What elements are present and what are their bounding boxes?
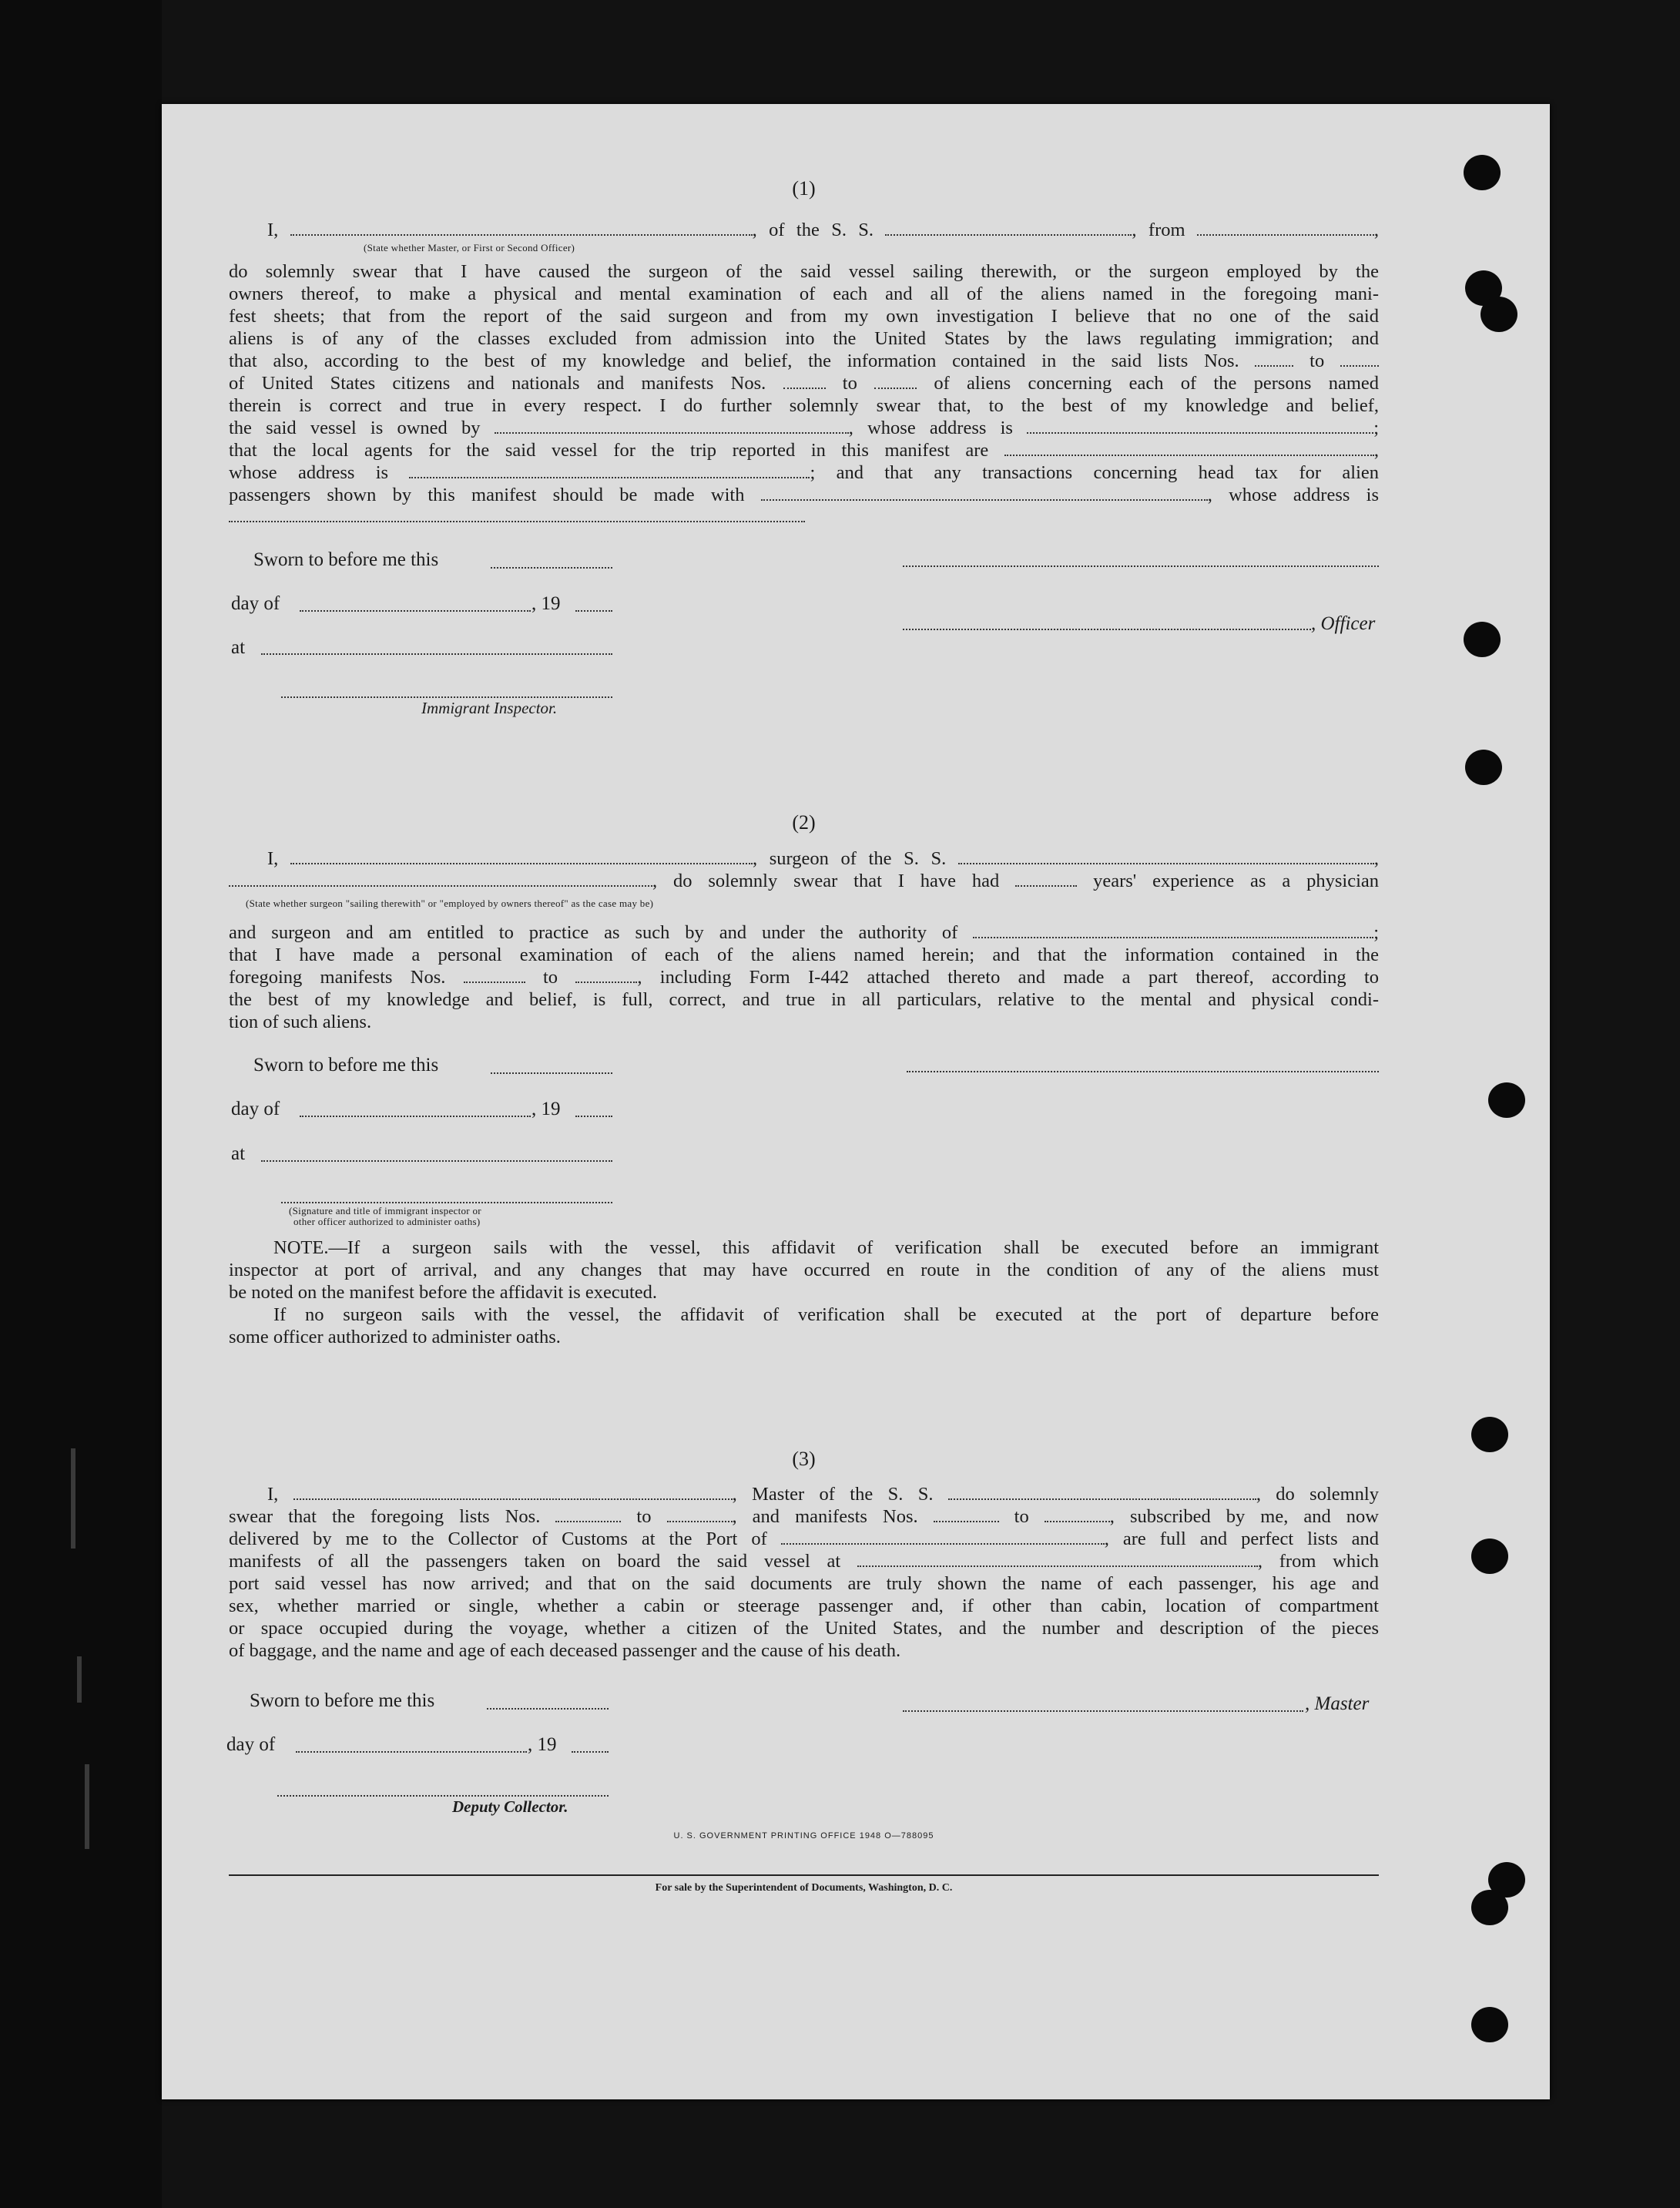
sworn-date-field-2[interactable]	[491, 1072, 612, 1074]
fill-in-field[interactable]	[958, 849, 1374, 864]
note-line: inspector at port of arrival, and any changes that may have occurred en route in the condition of any of the aliens must	[229, 1260, 1379, 1280]
text-line	[229, 484, 1379, 506]
fill-in-field[interactable]	[555, 1507, 621, 1522]
line-text: that the local agents for the said vessel for the trip reported in this manifest are	[229, 440, 1004, 461]
line-text: years' experience as a physician	[1077, 871, 1380, 891]
year-label-1: , 19	[531, 593, 561, 614]
authorized-officer-signature-field[interactable]	[281, 1201, 612, 1203]
punch-hole	[1471, 2007, 1508, 2042]
fill-in-field[interactable]	[1197, 220, 1374, 236]
surgeon-signature-field[interactable]	[907, 1070, 1379, 1072]
line-text: to	[525, 967, 576, 988]
line-text: and surgeon and am entitled to practice as such by and under the authority of	[229, 922, 974, 943]
text-line	[267, 847, 1379, 870]
master-label: , Master	[1305, 1693, 1370, 1714]
collector-signature-field[interactable]	[277, 1794, 609, 1797]
text-line	[229, 305, 1379, 327]
text-line	[229, 1595, 1379, 1617]
line-text: passengers shown by this manifest should be made with	[229, 485, 761, 505]
at-label-1: at	[231, 637, 246, 658]
line-text: aliens is of any of the classes excluded from admission into the United States by the laws regulating immigration; and	[229, 328, 1379, 349]
punch-hole	[1471, 1417, 1508, 1452]
text-line	[229, 944, 1379, 966]
fill-in-field[interactable]	[1015, 871, 1077, 887]
punch-hole	[1464, 155, 1501, 190]
line-text: ,	[1373, 440, 1379, 461]
line-text: I,	[267, 848, 290, 869]
fill-in-field[interactable]	[464, 968, 525, 983]
line-text: owners thereof, to make a physical and mental examination of each and all of the aliens named in the foregoing mani-	[229, 284, 1379, 304]
note-line: some officer authorized to administer oaths.	[229, 1327, 561, 1347]
line-text: ; and that any transactions concerning head tax for alien	[810, 462, 1379, 483]
section-3-number: (3)	[792, 1448, 816, 1470]
text-line	[229, 461, 1379, 484]
line-text: , do solemnly	[1256, 1484, 1379, 1505]
text-line	[267, 1483, 1379, 1505]
sworn-date-field-1[interactable]	[491, 566, 612, 569]
scanner-border	[0, 0, 162, 2208]
fill-in-field[interactable]	[290, 220, 753, 236]
line-text: , are full and perfect lists and	[1104, 1528, 1379, 1549]
line-text: of aliens concerning each of the persons named	[917, 373, 1380, 394]
line-text: do solemnly swear that I have caused the surgeon of the said vessel sailing therewith, or the surgeon employed by the	[229, 261, 1379, 282]
fill-in-field[interactable]	[934, 1507, 999, 1522]
text-line	[229, 417, 1379, 439]
sig-caption-1: (Signature and title of immigrant inspector or	[289, 1205, 481, 1216]
line-text: ,	[1373, 848, 1379, 869]
fill-in-field[interactable]	[229, 871, 652, 887]
fill-in-field[interactable]	[1027, 418, 1373, 434]
text-line	[229, 1639, 1379, 1662]
fill-in-field[interactable]	[1004, 441, 1374, 456]
year-field-1[interactable]	[575, 609, 612, 612]
sworn-label-1: Sworn to before me this	[253, 549, 439, 570]
fill-in-field[interactable]	[495, 418, 849, 434]
scan-streak	[85, 1764, 89, 1849]
note-line: be noted on the manifest before the affidavit is executed.	[229, 1282, 658, 1303]
at-field-1[interactable]	[261, 653, 612, 655]
sig-caption-2: other officer authorized to administer oaths)	[293, 1216, 481, 1227]
line-text: manifests of all the passengers taken on board the said vessel at	[229, 1551, 857, 1572]
line-text: fest sheets; that from the report of the said surgeon and from my own investigation I believe that no one of the said	[229, 306, 1379, 327]
line-text: of baggage, and the name and age of each deceased passenger and the cause of his death.	[229, 1640, 901, 1661]
at-field-2[interactable]	[261, 1159, 612, 1162]
line-text: delivered by me to the Collector of Customs at the Port of	[229, 1528, 781, 1549]
line-text: swear that the foregoing lists Nos.	[229, 1506, 556, 1527]
punch-hole	[1480, 297, 1517, 332]
line-text: port said vessel has now arrived; and that on the said documents are truly shown the name of each passenger, his age and	[229, 1573, 1379, 1594]
scan-streak	[71, 1448, 75, 1549]
line-text: , of the S. S.	[752, 220, 886, 240]
address-continuation-field[interactable]	[229, 520, 805, 522]
text-line	[229, 870, 1379, 892]
line-text: to	[1293, 351, 1340, 371]
officer-signature-field-1[interactable]	[903, 565, 1379, 567]
collector-label: Deputy Collector.	[452, 1797, 568, 1816]
text-line	[229, 1528, 1379, 1550]
line-text: , including Form I-442 attached thereto and made a part thereof, according to	[637, 967, 1380, 988]
day-of-field-1[interactable]	[300, 609, 531, 612]
line-text: tion of such aliens.	[229, 1012, 372, 1032]
sworn-label-3: Sworn to before me this	[250, 1690, 435, 1711]
footer-text: For sale by the Superintendent of Documents, Washington, D. C.	[655, 1882, 953, 1894]
line-text: that also, according to the best of my knowledge and belief, the information contained in the said lists Nos.	[229, 351, 1256, 371]
text-line	[229, 260, 1379, 283]
sworn-date-field-3[interactable]	[487, 1707, 609, 1710]
punch-hole	[1471, 1539, 1508, 1574]
fill-in-field[interactable]	[874, 374, 917, 389]
section-1-number: (1)	[792, 177, 816, 200]
year-label-3: , 19	[528, 1734, 557, 1755]
text-line	[229, 327, 1379, 350]
text-line	[229, 1505, 1379, 1528]
year-label-2: , 19	[531, 1099, 561, 1119]
line-text: ,	[1373, 220, 1380, 240]
affidavit-page	[162, 104, 1550, 2099]
day-of-label-2: day of	[231, 1099, 280, 1119]
line-text: the said vessel is owned by	[229, 418, 495, 438]
punch-hole	[1464, 622, 1501, 657]
fill-in-field[interactable]	[667, 1507, 733, 1522]
line-text: ;	[1373, 418, 1380, 438]
day-of-label-3: day of	[226, 1734, 276, 1755]
at-label-2: at	[231, 1143, 246, 1164]
year-field-2[interactable]	[575, 1115, 612, 1117]
text-line	[229, 439, 1379, 461]
day-of-field-2[interactable]	[300, 1115, 531, 1117]
text-line	[267, 219, 1379, 241]
text-line	[229, 1572, 1379, 1595]
fill-in-field[interactable]	[857, 1552, 1258, 1567]
note-line: NOTE.—If a surgeon sails with the vessel, this affidavit of verification shall be executed before an immigrant	[273, 1237, 1379, 1258]
text-line	[229, 350, 1379, 372]
punch-hole	[1471, 1890, 1508, 1925]
text-line	[229, 283, 1379, 305]
fill-in-field[interactable]	[1045, 1507, 1110, 1522]
line-text: , whose address is	[1207, 485, 1379, 505]
note-line: If no surgeon sails with the vessel, the affidavit of verification shall be executed at the port of departure before	[273, 1304, 1379, 1325]
inspector-label: Immigrant Inspector.	[421, 699, 558, 717]
text-line	[229, 988, 1379, 1011]
line-text: or space occupied during the voyage, whether a citizen of the United States, and the number and description of the pieces	[229, 1618, 1379, 1639]
text-line	[229, 1550, 1379, 1572]
text-line	[229, 921, 1379, 944]
sworn-label-2: Sworn to before me this	[253, 1055, 439, 1075]
line-text: foregoing manifests Nos.	[229, 967, 464, 988]
line-text: sex, whether married or single, whether a cabin or steerage passenger and, if other than cabin, location of compartment	[229, 1596, 1379, 1616]
fill-in-field[interactable]	[973, 923, 1373, 938]
line-text: therein is correct and true in every respect. I do further solemnly swear that, to the best of my knowledge and belief,	[229, 395, 1379, 416]
line-text: , from	[1132, 220, 1197, 240]
line-text: ;	[1373, 922, 1379, 943]
line-text: , and manifests Nos.	[732, 1506, 934, 1527]
line-text: to	[998, 1506, 1045, 1527]
line-text: , surgeon of the S. S.	[752, 848, 958, 869]
fill-in-field[interactable]	[761, 485, 1208, 501]
printer-line: U. S. GOVERNMENT PRINTING OFFICE 1948 O—788095	[673, 1831, 934, 1841]
fill-in-field[interactable]	[409, 463, 810, 478]
line-text: , whose address is	[848, 418, 1028, 438]
text-line	[229, 394, 1379, 417]
line-text: to	[621, 1506, 667, 1527]
officer-label: , Officer	[1311, 613, 1376, 634]
fill-in-field[interactable]	[948, 1485, 1256, 1500]
line-text: , subscribed by me, and now	[1109, 1506, 1379, 1527]
scan-streak	[77, 1656, 82, 1703]
master-signature-field[interactable]	[903, 1710, 1303, 1712]
text-line	[229, 372, 1379, 394]
master-caption: (State whether Master, or First or Second Officer)	[364, 242, 575, 253]
day-of-label-1: day of	[231, 593, 280, 614]
punch-hole	[1465, 750, 1502, 785]
surgeon-caption: (State whether surgeon "sailing therewith" or "employed by owners thereof" as the case may be)	[246, 898, 654, 909]
fill-in-field[interactable]	[293, 1485, 733, 1500]
inspector-signature-field[interactable]	[281, 696, 612, 698]
text-line	[229, 1011, 1379, 1033]
section-2-number: (2)	[792, 811, 816, 834]
fill-in-field[interactable]	[885, 220, 1132, 236]
line-text: , from which	[1257, 1551, 1380, 1572]
line-text: , do solemnly swear that I have had	[652, 871, 1016, 891]
fill-in-field[interactable]	[783, 374, 826, 389]
fill-in-field[interactable]	[1340, 351, 1379, 367]
line-text: I,	[267, 1484, 293, 1505]
fill-in-field[interactable]	[290, 849, 753, 864]
footer-rule	[229, 1874, 1379, 1876]
line-text: of United States citizens and nationals and manifests Nos.	[229, 373, 783, 394]
officer-signature-field-1b[interactable]	[903, 628, 1311, 630]
text-line	[229, 966, 1379, 988]
line-text: that I have made a personal examination of each of the aliens named herein; and that the information contained in the	[229, 945, 1379, 965]
fill-in-field[interactable]	[1255, 351, 1293, 367]
fill-in-field[interactable]	[575, 968, 637, 983]
line-text: the best of my knowledge and belief, is full, correct, and true in all particulars, relative to the mental and physical condi-	[229, 989, 1379, 1010]
line-text: whose address is	[229, 462, 410, 483]
punch-hole	[1488, 1082, 1525, 1118]
year-field-3[interactable]	[572, 1750, 609, 1753]
line-text: , Master of the S. S.	[732, 1484, 948, 1505]
line-text: to	[825, 373, 875, 394]
day-of-field-3[interactable]	[296, 1750, 527, 1753]
text-line	[229, 1617, 1379, 1639]
line-text: I,	[267, 220, 290, 240]
fill-in-field[interactable]	[781, 1529, 1105, 1545]
